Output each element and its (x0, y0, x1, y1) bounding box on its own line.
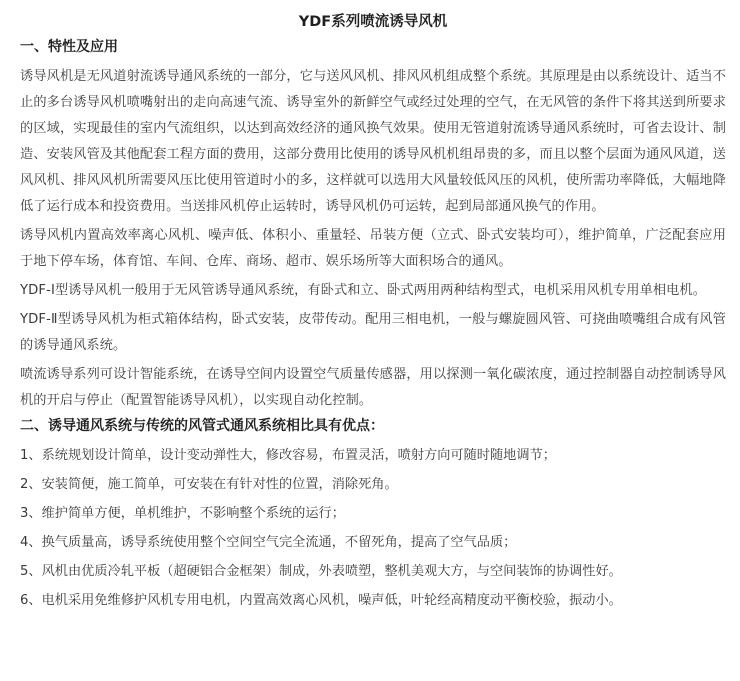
list-item: 2、安装简便，施工简单，可安装在有针对性的位置，消除死角。 (20, 477, 398, 492)
list-item: 3、维护简单方便，单机维护，不影响整个系统的运行； (20, 506, 345, 521)
document-title: YDF系列喷流诱导风机 (298, 14, 448, 30)
section-heading-features: 一、特性及应用 (20, 39, 118, 55)
list-item: 1、系统规划设计简单，设计变动弹性大，修改容易，布置灵活，喷射方向可随时随地调节； (20, 448, 556, 463)
section-heading-advantages: 二、诱导通风系统与传统的风管式通风系统相比具有优点： (20, 418, 384, 434)
list-item: 4、换气质量高，诱导系统使用整个空间空气完全流通，不留死角，提高了空气品质； (20, 535, 517, 550)
paragraph-smart-system: 喷流诱导系列可设计智能系统，在诱导空间内设置空气质量传感器，用以探测一氧化碳浓度，通过控制器自动控制诱导风机的开启与停止（配置智能诱导风机），以实现自动化控制。 (20, 367, 726, 408)
section-body-features (20, 64, 726, 414)
advantages-list (20, 443, 726, 614)
paragraph-application: 诱导风机内置高效率离心风机、噪声低、体积小、重量轻、吊装方便（立式、卧式安装均可），维护简单，广泛配套应用于地下停车场，体育馆、车间、仓库、商场、超市、娱乐场所等大面积场合的通风。 (20, 228, 726, 269)
list-item: 6、电机采用免维修护风机专用电机，内置高效离心风机，噪声低，叶轮经高精度动平衡校验，振动小。 (20, 593, 622, 608)
paragraph-type-1: YDF-Ⅰ型诱导风机一般用于无风管诱导通风系统，有卧式和立、卧式两用两种结构型式，电机采用风机专用单相电机。 (20, 283, 707, 298)
paragraph-type-2: YDF-Ⅱ型诱导风机为柜式箱体结构，卧式安装，皮带传动。配用三相电机，一般与螺旋圆风管、可挠曲喷嘴组合成有风管的诱导通风系统。 (20, 312, 726, 353)
list-item: 5、风机由优质冷轧平板（超硬铝合金框架）制成，外表喷塑，整机美观大方，与空间装饰的协调性好。 (20, 564, 622, 579)
paragraph-principle: 诱导风机是无风道射流诱导通风系统的一部分，它与送风风机、排风风机组成整个系统。其原理是由以系统设计、适当不止的多台诱导风机喷嘴射出的走向高速气流、诱导室外的新鲜空气或经过处理的空气，在无风管的条件下将其送到所要求的区域，实现最佳的室内气流组织，以达到高效经济的通风换气效果。使用无管道射流诱导通风系统时，可省去设计、制造、安装风管及其他配套工程方面的费用，这部分费用比使用的诱导风机机组昂贵的多，而且以整个层面为通风风道，送风风机、排风风机所需要风压比使用管道时小的多，这样就可以选用大风量较低风压的风机，使所需功率降低，大幅地降低了运行成本和投资费用。当送排风机停止运转时，诱导风机仍可运转，起到局部通风换气的作用。 (20, 69, 726, 214)
